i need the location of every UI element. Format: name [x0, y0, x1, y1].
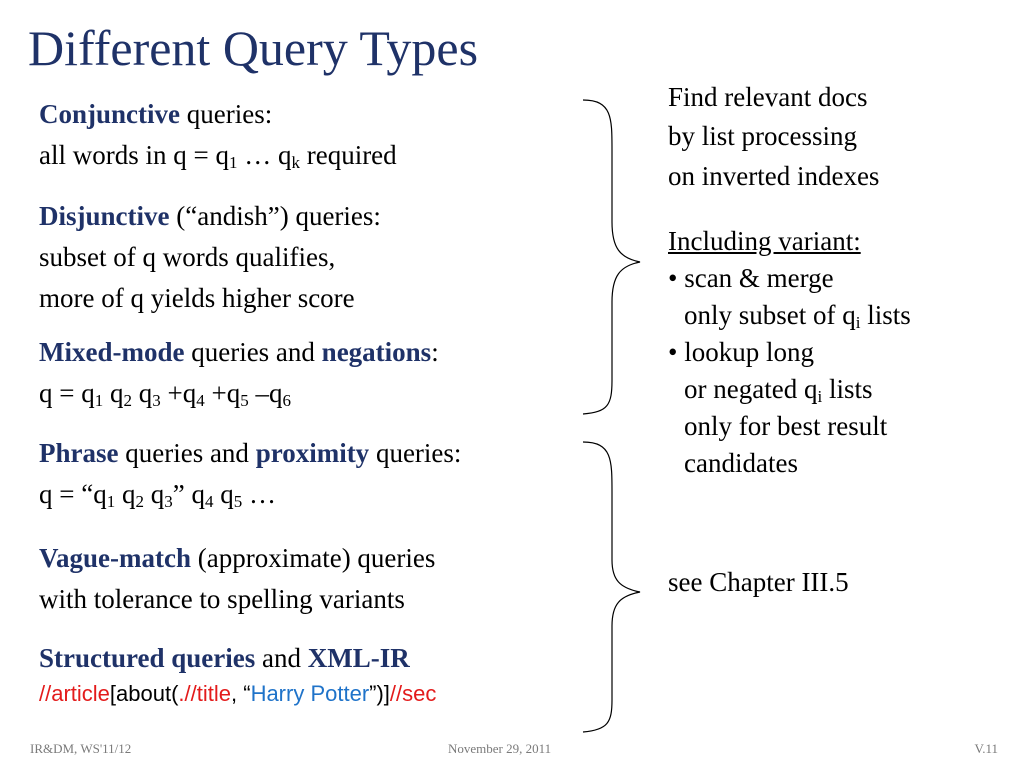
xpath-segment: //sec [389, 681, 437, 706]
variant-text: or negated q [684, 374, 818, 404]
disjunctive-line-3: more of q yields higher score [39, 283, 355, 313]
mixed-mode-block [39, 332, 439, 414]
conjunctive-heading [39, 94, 397, 135]
vague-match-heading-rest: (approximate) queries [191, 543, 436, 573]
structured-heading-mid: and [255, 643, 308, 673]
subscript: 1 [94, 391, 104, 410]
formula-text: … [242, 479, 276, 509]
variants-list [668, 222, 911, 481]
right-line-2: by list processing [668, 121, 857, 151]
formula-text: q [115, 479, 136, 509]
structured-block [39, 638, 436, 709]
right-line-3: on inverted indexes [668, 161, 880, 191]
formula-text: q = q [39, 378, 95, 408]
variant-bullet-1-detail [668, 296, 911, 333]
subscript: 5 [233, 492, 243, 511]
subscript: 5 [240, 391, 249, 410]
mixed-mode-heading-mid: queries and [184, 337, 322, 367]
xpath-segment: ”)] [369, 681, 390, 706]
subscript: 4 [196, 391, 205, 410]
formula-text: q [103, 378, 124, 408]
xpath-segment: .//title [178, 681, 231, 706]
variant-bullet-2-detail-3: candidates [684, 448, 798, 478]
xpath-segment: //article [39, 681, 110, 706]
subscript: 3 [152, 391, 161, 410]
vague-match-keyword: Vague-match [39, 543, 191, 573]
subscript: 6 [282, 391, 291, 410]
subscript: i [817, 387, 823, 406]
phrase-keyword: Phrase [39, 438, 119, 468]
formula-text: –q [248, 378, 283, 408]
lower-brace [583, 442, 640, 732]
subscript: k [291, 153, 300, 172]
footer-slide-number: V.11 [974, 741, 998, 756]
disjunctive-line-2: subset of q words qualifies, [39, 242, 336, 272]
formula-text: required [299, 140, 397, 170]
footer-date: November 29, 2011 [448, 741, 552, 756]
xpath-segment: Harry Potter [250, 681, 370, 706]
proximity-keyword: proximity [255, 438, 370, 468]
list-processing-note [668, 78, 879, 197]
variant-text: lists [822, 374, 873, 404]
mixed-mode-formula [39, 373, 439, 414]
slide-title: Different Query Types [28, 20, 479, 76]
right-line-1: Find relevant docs [668, 82, 868, 112]
xml-ir-keyword: XML-IR [307, 643, 410, 673]
disjunctive-heading [39, 196, 381, 237]
subscript: 2 [135, 492, 144, 511]
formula-text: q [213, 479, 234, 509]
formula-text: all words in q = q [39, 140, 229, 170]
conjunctive-formula [39, 135, 397, 176]
subscript: 4 [204, 492, 214, 511]
xpath-example [39, 679, 436, 709]
vague-match-block [39, 538, 435, 620]
footer-course: IR&DM, WS'11/12 [30, 741, 132, 756]
vague-match-line-2: with tolerance to spelling variants [39, 584, 405, 614]
phrase-heading-mid: queries and [118, 438, 256, 468]
vague-match-heading [39, 538, 435, 579]
variant-bullet-1: • scan & merge [668, 263, 834, 293]
formula-text: q = “q [39, 479, 107, 509]
variant-text: lists [860, 300, 911, 330]
disjunctive-keyword: Disjunctive [39, 201, 170, 231]
formula-text: +q [160, 378, 197, 408]
negations-keyword: negations [321, 337, 432, 367]
variant-heading: Including variant: [668, 226, 861, 256]
subscript: i [855, 313, 861, 332]
phrase-heading-rest: queries: [369, 438, 462, 468]
xpath-segment: , “ [231, 681, 251, 706]
conjunctive-block [39, 94, 397, 176]
formula-text: … q [237, 140, 292, 170]
phrase-heading [39, 433, 461, 474]
variant-text: only subset of q [684, 300, 856, 330]
subscript: 1 [228, 153, 238, 172]
phrase-block [39, 433, 461, 515]
disjunctive-heading-rest: (“andish”) queries: [169, 201, 381, 231]
formula-text: ” q [172, 479, 205, 509]
formula-text: +q [204, 378, 241, 408]
variant-bullet-2-detail [668, 370, 911, 407]
variant-bullet-2: • lookup long [668, 337, 814, 367]
formula-text: q [131, 378, 153, 408]
mixed-mode-keyword: Mixed-mode [39, 337, 185, 367]
mixed-mode-heading [39, 332, 439, 373]
variant-bullet-2-detail-2: only for best result [684, 411, 888, 441]
formula-text: q [143, 479, 165, 509]
subscript: 2 [123, 391, 132, 410]
subscript: 3 [164, 492, 173, 511]
mixed-mode-colon: : [431, 337, 439, 367]
see-chapter-note: see Chapter III.5 [668, 567, 849, 597]
structured-queries-keyword: Structured queries [39, 643, 256, 673]
structured-heading [39, 638, 436, 679]
upper-brace [583, 100, 640, 414]
phrase-formula [39, 474, 461, 515]
xpath-segment: [about( [109, 681, 179, 706]
disjunctive-block [39, 196, 381, 319]
subscript: 1 [106, 492, 116, 511]
conjunctive-keyword: Conjunctive [39, 99, 180, 129]
conjunctive-heading-rest: queries: [180, 99, 273, 129]
